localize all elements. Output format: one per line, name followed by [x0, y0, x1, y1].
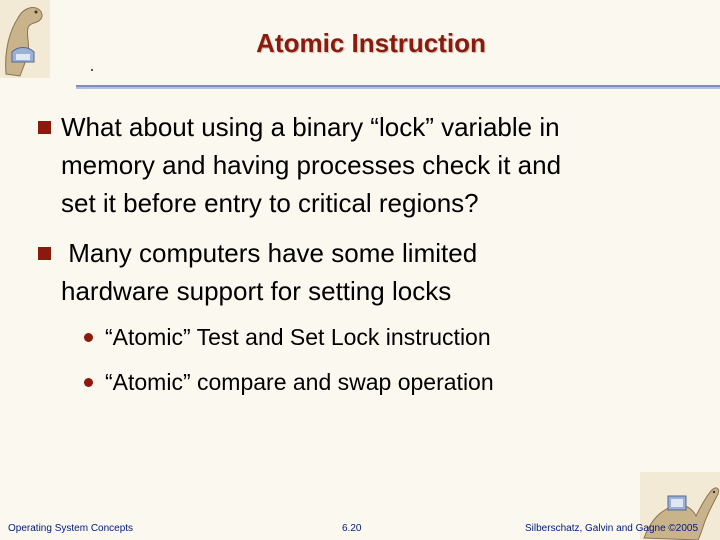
bullet-item	[38, 108, 561, 222]
bullet-text	[61, 234, 477, 310]
sub-bullet-item	[84, 324, 491, 351]
decorative-dot	[91, 69, 93, 71]
footer-copyright: Silberschatz, Galvin and Gagne ©2005	[525, 523, 699, 534]
square-bullet-icon	[38, 121, 51, 134]
bullet-line: memory and having processes check it and	[61, 150, 562, 180]
title-rule	[76, 85, 720, 89]
bullet-line: set it before entry to critical regions?	[61, 188, 479, 218]
bullet-item	[38, 234, 477, 310]
bullet-text	[61, 108, 561, 222]
round-bullet-icon	[84, 378, 93, 387]
footer-page-number: 6.20	[342, 523, 362, 534]
round-bullet-icon	[84, 333, 93, 342]
square-bullet-icon	[38, 247, 51, 260]
bullet-line: What about using a binary “lock” variable in	[61, 112, 560, 142]
footer-course: Operating System Concepts	[8, 523, 134, 534]
sub-bullet-text: “Atomic” compare and swap operation	[105, 369, 494, 395]
bullet-line: Many computers have some limited	[61, 238, 478, 268]
bullet-line: hardware support for setting locks	[61, 276, 452, 306]
slide-title: Atomic Instruction	[256, 28, 486, 58]
sub-bullet-text: “Atomic” Test and Set Lock instruction	[105, 324, 491, 350]
sub-bullet-item	[84, 369, 494, 396]
